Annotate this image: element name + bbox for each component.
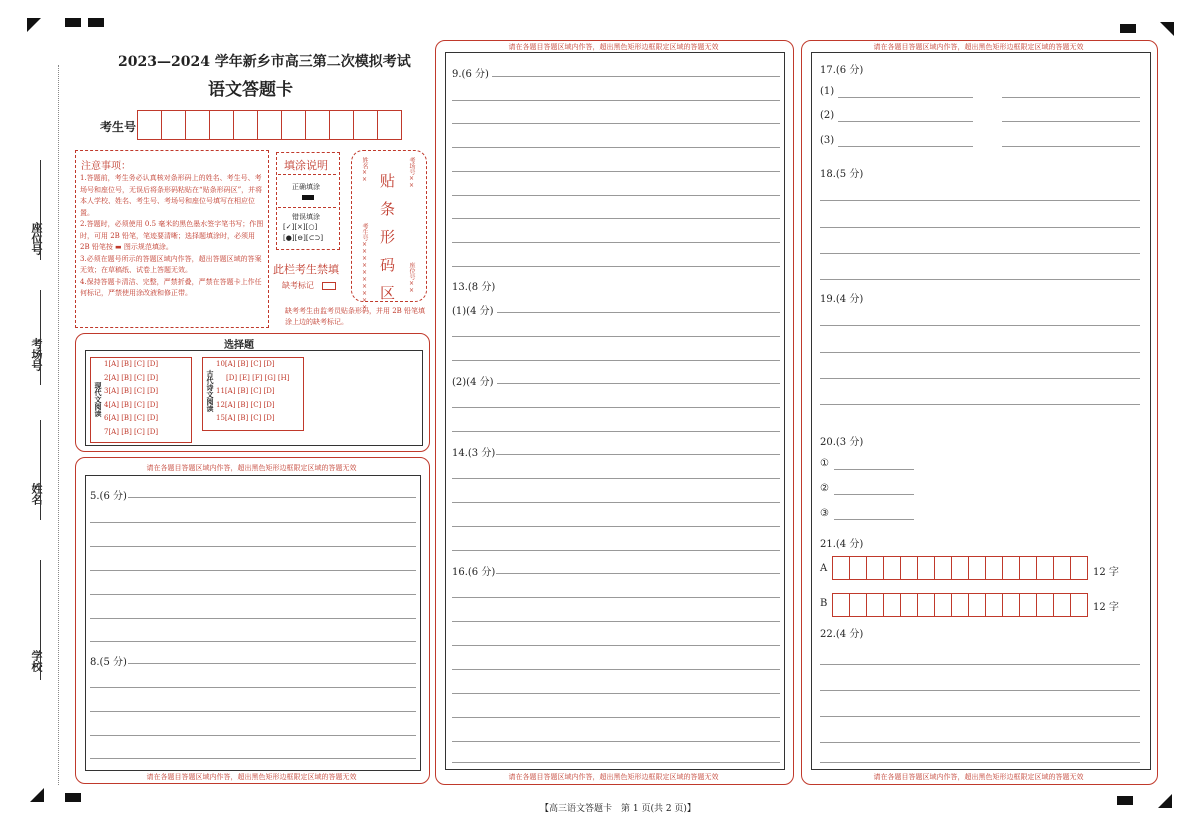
fill-wrong-label: 错误填涂 <box>292 213 320 221</box>
notes-list <box>80 173 266 300</box>
question-17-2-label: (2) <box>820 110 835 121</box>
question-21-b-count: 12 字 <box>1093 602 1119 613</box>
seat-label: 座位号 <box>30 222 43 255</box>
question-16-label: 16.(6 分) <box>452 567 496 578</box>
question-20-1-label: ① <box>820 458 829 469</box>
name-label: 姓名 <box>30 483 43 505</box>
timing-mark <box>88 18 104 27</box>
absent-mark-box[interactable] <box>322 282 336 290</box>
question-21-label: 21.(4 分) <box>820 539 864 550</box>
mc-title: 选择题 <box>224 340 254 351</box>
mc-group-1-label: 现代文阅读 <box>94 382 103 417</box>
barcode-seat: 座位号×× <box>408 262 415 294</box>
question-20-label: 20.(3 分) <box>820 437 864 448</box>
mc-group-2-rows <box>216 358 290 426</box>
question-9-label: 9.(6 分) <box>452 69 489 80</box>
question-17-1-label: (1) <box>820 86 835 97</box>
absent-mark-label: 缺考标记 <box>282 281 314 290</box>
panel-notice-bottom: 请在各题目答题区域内作答，超出黑色矩形边框限定区域的答题无效 <box>508 773 719 781</box>
exam-number-label: 考生号 <box>100 120 137 134</box>
school-label: 学校 <box>30 650 43 672</box>
forbid-label: 此栏考生禁填 <box>273 263 339 276</box>
mc-row[interactable]: 6[A] [B] [C] [D] <box>104 414 159 422</box>
room-label: 考场号 <box>30 338 43 371</box>
panel-notice-bottom: 请在各题目答题区域内作答，超出黑色矩形边框限定区域的答题无效 <box>146 773 357 781</box>
mc-group-2-label: 古代诗文阅读 <box>206 370 215 412</box>
room-field[interactable] <box>40 290 41 385</box>
seat-field[interactable] <box>40 160 41 260</box>
question-21-a-count: 12 字 <box>1093 567 1119 578</box>
question-17-label: 17.(6 分) <box>820 65 864 76</box>
mc-row[interactable]: [D] [E] [F] [G] [H] <box>226 373 290 382</box>
fill-correct-sample <box>302 195 314 200</box>
corner-mark-bottom-left <box>30 788 44 802</box>
exam-number-grid[interactable] <box>137 110 402 140</box>
timing-mark <box>1117 796 1133 805</box>
mc-row[interactable]: 2[A] [B] [C] [D] <box>104 373 159 382</box>
question-22-label: 22.(4 分) <box>820 629 864 640</box>
name-field[interactable] <box>40 420 41 520</box>
panel-notice-bottom: 请在各题目答题区域内作答，超出黑色矩形边框限定区域的答题无效 <box>873 773 1084 781</box>
question-5-label: 5.(6 分) <box>90 491 127 502</box>
barcode-room: 考场号×× <box>408 157 415 189</box>
notes-title: 注意事项： <box>81 161 131 172</box>
page-footer: 【高三语文答题卡 第 1 页(共 2 页)】 <box>540 804 696 814</box>
page-title: 2023—2024 学年新乡市高三第二次模拟考试 <box>118 54 411 70</box>
mc-row[interactable]: 10[A] [B] [C] [D] <box>216 360 275 368</box>
panel-notice-top: 请在各题目答题区域内作答，超出黑色矩形边框限定区域的答题无效 <box>873 43 1084 51</box>
notes-item: 3.必须在题号所示的答题区域内作答，超出答题区域的答案无效；在草稿纸、试卷上答题无效。 <box>80 254 262 274</box>
barcode-exam: 考生号×××××××××× <box>361 223 368 311</box>
mc-row[interactable]: 11[A] [B] [C] [D] <box>216 387 275 395</box>
timing-mark <box>65 18 81 27</box>
binding-dotted-line <box>58 65 59 785</box>
fill-title: 填涂说明 <box>284 159 328 172</box>
mc-row[interactable]: 4[A] [B] [C] [D] <box>104 400 159 409</box>
mc-row[interactable]: 7[A] [B] [C] [D] <box>104 427 159 436</box>
fill-wrong-samples: [✓][×][○] <box>283 223 318 231</box>
timing-mark <box>65 793 81 802</box>
question-21-a-label: A <box>820 563 828 574</box>
corner-mark-bottom-right <box>1158 794 1172 808</box>
mc-row[interactable]: 15[A] [B] [C] [D] <box>216 414 275 422</box>
question-17-3-label: (3) <box>820 135 835 146</box>
question-13-2-label: (2)(4 分) <box>452 377 494 388</box>
question-20-2-label: ② <box>820 483 829 494</box>
notes-item: 1.答题前，考生务必认真核对条形码上的姓名、考生号、考场号和座位号，无误后将条形码粘贴在“贴条形码区”，并将本人学校、姓名、考生号、考场号和座位号填写在相应位置。 <box>80 174 263 217</box>
notes-item: 4.保持答题卡清洁、完整，严禁折叠，严禁在答题卡上作任何标记，严禁使用涂改液和修正带。 <box>80 277 262 297</box>
question-21-b-grid[interactable] <box>832 593 1088 617</box>
fill-correct-label: 正确填涂 <box>292 183 320 191</box>
corner-mark-top-right <box>1160 22 1174 36</box>
panel-notice-top: 请在各题目答题区域内作答，超出黑色矩形边框限定区域的答题无效 <box>146 464 357 472</box>
question-13-label: 13.(8 分) <box>452 282 496 293</box>
timing-mark <box>1120 24 1136 33</box>
mc-row[interactable]: 1[A] [B] [C] [D] <box>104 360 159 368</box>
corner-mark-top-left <box>27 18 41 32</box>
barcode-name: 姓名×× <box>361 157 368 183</box>
school-field[interactable] <box>40 560 41 680</box>
notes-item: 2.答题时，必须使用 0.5 毫米的黑色墨水签字笔书写；作图时，可用 2B 铅笔，笔迹要清晰；选择题填涂时，必须用 2B 铅笔按 ▬ 图示规范填涂。 <box>80 220 264 251</box>
mc-row[interactable]: 12[A] [B] [C] [D] <box>216 400 275 409</box>
absent-note: 缺考考生由监考员贴条形码，并用 2B 铅笔填涂上边的缺考标记。 <box>285 307 426 326</box>
question-19-label: 19.(4 分) <box>820 294 864 305</box>
fill-wrong-samples-2: [●][⊖][⊂⊃] <box>283 234 324 242</box>
barcode-area-label: 贴条形码区 <box>380 172 396 302</box>
question-18-label: 18.(5 分) <box>820 169 864 180</box>
question-20-3-label: ③ <box>820 508 829 519</box>
question-8-label: 8.(5 分) <box>90 657 127 668</box>
page-subtitle: 语文答题卡 <box>208 80 293 100</box>
question-14-label: 14.(3 分) <box>452 448 496 459</box>
question-13-1-label: (1)(4 分) <box>452 306 494 317</box>
mc-row[interactable]: 3[A] [B] [C] [D] <box>104 387 159 395</box>
question-21-b-label: B <box>820 598 828 609</box>
panel-notice-top: 请在各题目答题区域内作答，超出黑色矩形边框限定区域的答题无效 <box>508 43 719 51</box>
mc-group-1-rows <box>104 358 158 439</box>
question-21-a-grid[interactable] <box>832 556 1088 580</box>
